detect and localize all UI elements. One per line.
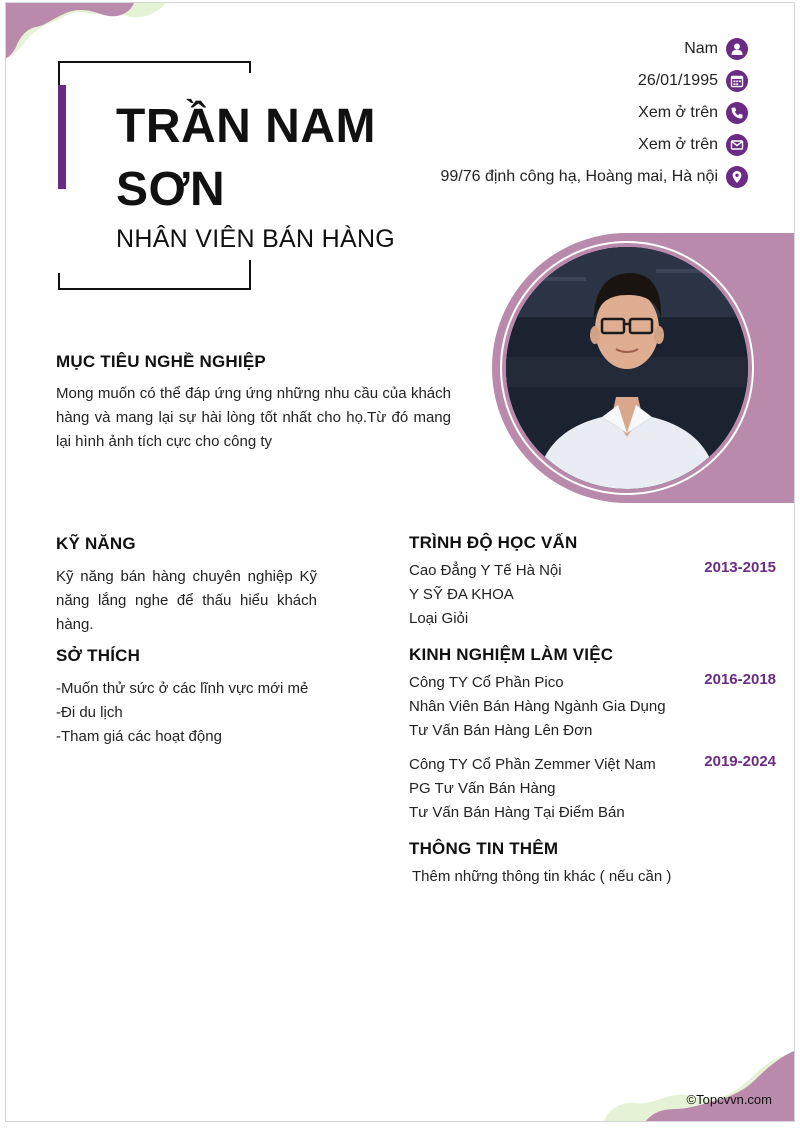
contact-email-text: Xem ở trên <box>638 136 718 153</box>
job-description: Tư Vấn Bán Hàng Lên Đơn <box>409 722 593 739</box>
top-left-decoration <box>6 3 166 63</box>
job-years: 2016-2018 <box>704 671 776 688</box>
user-icon <box>726 38 748 60</box>
bottom-right-decoration <box>604 1051 794 1121</box>
contact-phone <box>440 97 748 129</box>
job-position: Nhân Viên Bán Hàng Ngành Gia Dụng <box>409 698 666 715</box>
contact-address-text: 99/76 định công hạ, Hoàng mai, Hà nội <box>440 168 718 185</box>
hobby-item: -Tham giá các hoạt động <box>56 728 222 745</box>
job-title: NHÂN VIÊN BÁN HÀNG <box>116 225 396 253</box>
job-position: PG Tư Vấn Bán Hàng <box>409 780 556 797</box>
profile-photo <box>506 247 748 489</box>
extra-info-text: Thêm những thông tin khác ( nếu cần ) <box>412 868 672 885</box>
cv-page <box>5 2 795 1122</box>
name-accent-bar <box>58 85 66 189</box>
calendar-icon <box>726 70 748 92</box>
education-grade: Loại Giỏi <box>409 610 469 627</box>
email-icon <box>726 134 748 156</box>
contact-phone-text: Xem ở trên <box>638 104 718 121</box>
education-entry <box>409 559 776 631</box>
contact-gender-text: Nam <box>684 40 718 57</box>
phone-icon <box>726 102 748 124</box>
hobbies-title: SỞ THÍCH <box>56 646 141 665</box>
education-school: Cao Đẳng Y Tế Hà Nội <box>409 562 562 579</box>
experience-entry <box>409 753 776 825</box>
contact-birthday <box>440 65 748 97</box>
hobbies-list <box>56 677 317 749</box>
full-name: TRẦN NAM SƠN <box>116 100 376 216</box>
contact-list <box>440 33 748 193</box>
hobby-item: -Đi du lịch <box>56 704 123 721</box>
education-years: 2013-2015 <box>704 559 776 576</box>
hobby-item: -Muốn thử sức ở các lĩnh vực mới mẻ <box>56 680 309 697</box>
job-company: Công TY Cổ Phần Zemmer Việt Nam <box>409 756 656 773</box>
education-major: Y SỸ ĐA KHOA <box>409 586 514 603</box>
contact-email <box>440 129 748 161</box>
contact-gender <box>440 33 748 65</box>
job-company: Công TY Cổ Phần Pico <box>409 674 564 691</box>
objective-text: Mong muốn có thể đáp ứng ứng những nhu cầu của khách hàng và mang lại sự hài lòng tốt nhất cho họ.Từ đó mang lại hình ảnh tích cực cho công ty <box>56 385 451 450</box>
job-description: Tư Vấn Bán Hàng Tại Điểm Bán <box>409 804 625 821</box>
footer-copyright: ©Topcvvn.com <box>686 1092 772 1107</box>
extra-info-title: THÔNG TIN THÊM <box>409 839 559 858</box>
education-title: TRÌNH ĐỘ HỌC VẤN <box>409 533 578 552</box>
contact-address <box>440 161 748 193</box>
experience-title: KINH NGHIỆM LÀM VIỆC <box>409 645 614 664</box>
objective-title: MỤC TIÊU NGHỀ NGHIỆP <box>56 352 266 371</box>
contact-birthday-text: 26/01/1995 <box>637 72 718 89</box>
location-icon <box>726 166 748 188</box>
skills-text: Kỹ năng bán hàng chuyên nghiệp Kỹ năng lắng nghe để thấu hiểu khách hàng. <box>56 568 317 633</box>
experience-entry <box>409 671 776 743</box>
job-years: 2019-2024 <box>704 753 776 770</box>
skills-title: KỸ NĂNG <box>56 534 136 553</box>
